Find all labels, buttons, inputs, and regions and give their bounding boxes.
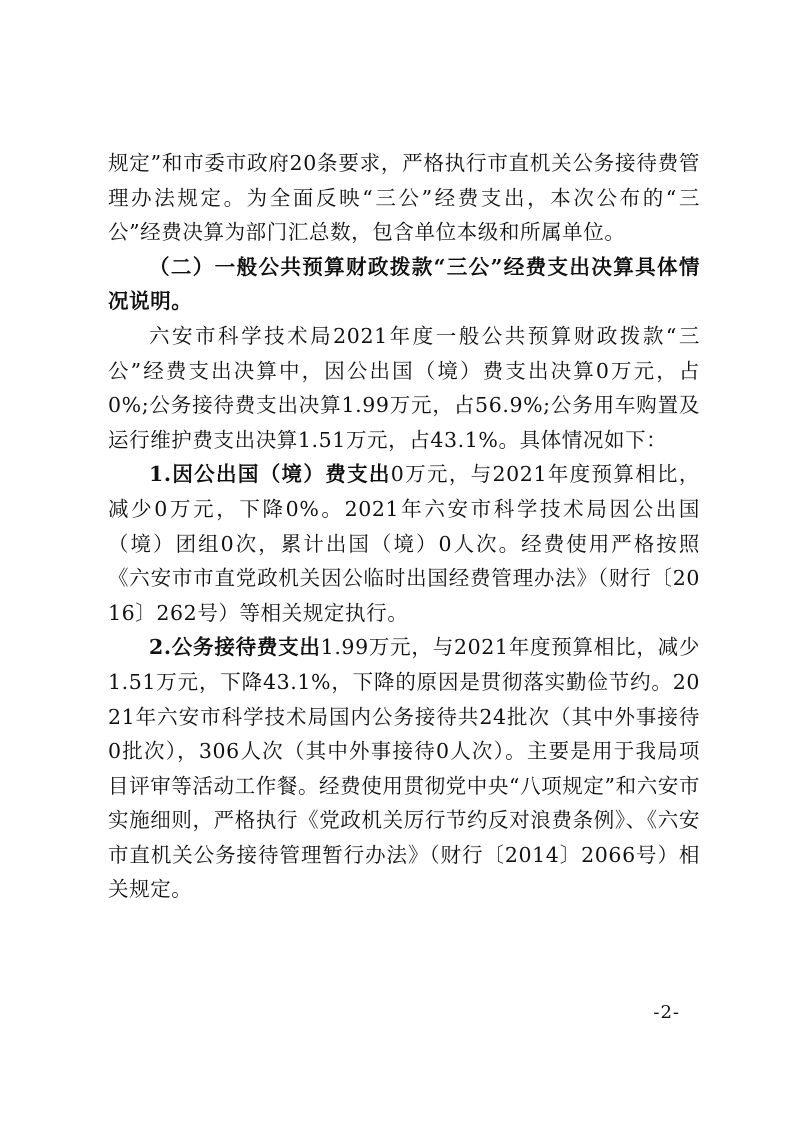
paragraph-summary: 六安市科学技术局2021年度一般公共预算财政拨款“三公”经费支出决算中，因公出国（境）费支出决算0万元，占0%;公务接待费支出决算1.99万元，占56.9%;公务用车购置及运行维护费支出决算1.51万元，占43.1%。具体情况如下： [108,323,700,452]
section-heading: （二）一般公共预算财政拨款“三公”经费支出决算具体情况说明。 [108,254,700,314]
page-number: -2- [653,1002,680,1023]
overseas-expense-text: 0万元，与2021年度预算相比，减少0万元，下降0%。2021年六安市科学技术局因公出国（境）团组0次，累计出国（境）0人次。经费使用严格按照《六安市市直党政机关因公临时出国经费管理办法》（财行〔2016〕262号）等相关规定执行。 [108,462,700,625]
document-body [108,146,700,907]
paragraph-reception-expense [108,630,700,907]
reception-expense-heading: 2.公务接待费支出 [149,635,321,660]
paragraph-overseas-expense [108,457,700,630]
reception-expense-text: 1.99万元，与2021年度预算相比，减少1.51万元，下降43.1%，下降的原因是贯彻落实勤俭节约。2021年六安市科学技术局国内公务接待共24批次（其中外事接待0批次），306人次（其中外事接待0人次）。主要是用于我局项目评审等活动工作餐。经费使用贯彻党中央“八项规定”和六安市实施细则，严格执行《党政机关厉行节约反对浪费条例》、《六安市直机关公务接待管理暂行办法》（财行〔2014〕2066号）相关规定。 [108,635,700,902]
paragraph-continuation: 规定”和市委市政府20条要求，严格执行市直机关公务接待费管理办法规定。为全面反映“三公”经费支出，本次公布的“三公”经费决算为部门汇总数，包含单位本级和所属单位。 [108,151,700,245]
overseas-expense-heading: 1.因公出国（境）费支出 [149,462,391,487]
